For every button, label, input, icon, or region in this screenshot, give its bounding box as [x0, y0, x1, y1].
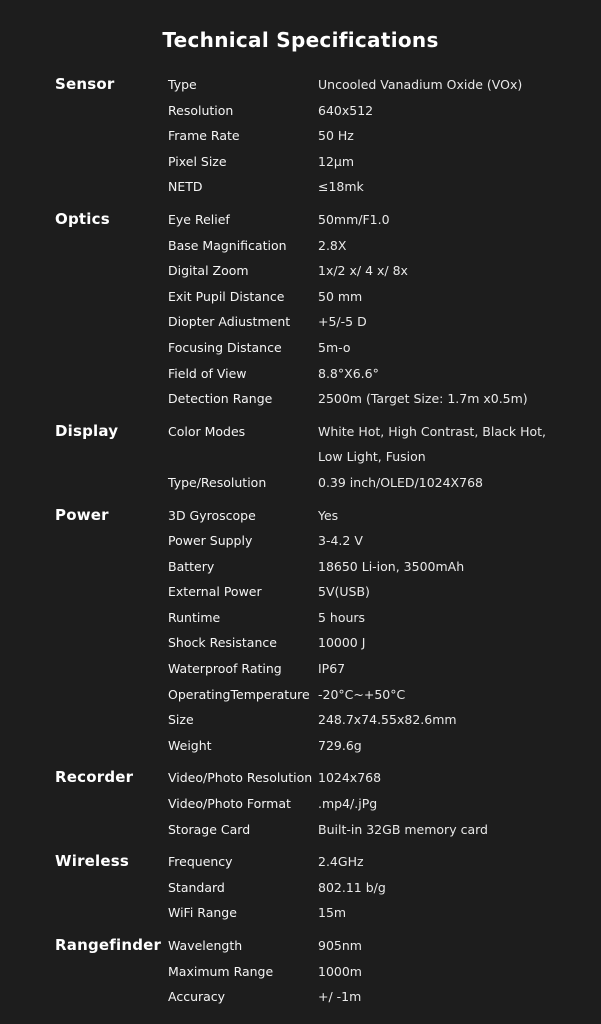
spec-label: Standard [168, 879, 225, 895]
spec-row [168, 386, 581, 412]
spec-value: 248.7x74.55x82.6mm [318, 712, 457, 728]
section-name: Display [55, 421, 119, 440]
section-name: Wireless [55, 852, 130, 871]
spec-label: Focusing Distance [168, 339, 282, 355]
spec-value: 1000m [318, 963, 362, 979]
spec-label: Frame Rate [168, 128, 240, 144]
spec-label: Shock Resistance [168, 635, 277, 651]
spec-row [168, 900, 581, 926]
spec-label: Maximum Range [168, 963, 274, 979]
spec-row [168, 630, 581, 656]
spec-section [55, 849, 581, 926]
spec-label: Diopter Adiustment [168, 314, 291, 330]
spec-label: Size [168, 712, 194, 728]
spec-row [168, 284, 581, 310]
spec-row [168, 98, 581, 124]
spec-label: Digital Zoom [168, 263, 249, 279]
spec-value: +5/-5 D [318, 314, 367, 330]
section-rows [168, 503, 581, 759]
spec-row [168, 984, 581, 1010]
spec-row [168, 554, 581, 580]
spec-label: Weight [168, 737, 212, 753]
spec-row [168, 233, 581, 259]
spec-section [55, 503, 581, 759]
spec-label: Type/Resolution [168, 474, 267, 490]
section-rows [168, 207, 581, 412]
spec-row [168, 933, 581, 959]
spec-row [168, 258, 581, 284]
spec-label: Frequency [168, 854, 233, 870]
section-name: Recorder [55, 768, 134, 787]
spec-value: 12μm [318, 153, 355, 169]
spec-table [0, 72, 601, 1010]
spec-label: Storage Card [168, 821, 251, 837]
section-name: Sensor [55, 75, 115, 93]
spec-value: 15m [318, 905, 347, 921]
spec-row [168, 682, 581, 708]
spec-value: 5 hours [318, 609, 366, 625]
spec-value: 905nm [318, 938, 362, 953]
section-rows [168, 765, 581, 842]
spec-value: Yes [318, 507, 339, 523]
spec-label: Waterproof Rating [168, 661, 282, 677]
spec-row [168, 174, 581, 200]
spec-label: OperatingTemperature [168, 686, 310, 702]
spec-value: 5V(USB) [318, 584, 370, 600]
spec-label: Battery [168, 558, 215, 574]
spec-section [55, 933, 581, 1010]
spec-row [168, 707, 581, 733]
spec-row [168, 419, 581, 470]
spec-value: 1024x768 [318, 770, 382, 786]
spec-section [55, 207, 581, 412]
spec-label: Wavelength [168, 938, 243, 953]
spec-row [168, 309, 581, 335]
section-name: Power [55, 505, 109, 524]
spec-value: 50mm/F1.0 [318, 211, 390, 227]
spec-row [168, 149, 581, 175]
spec-row [168, 123, 581, 149]
spec-value: 8.8°X6.6° [318, 365, 379, 381]
spec-label: Base Magnification [168, 237, 287, 253]
spec-section [55, 765, 581, 842]
spec-value: 10000 J [318, 635, 366, 651]
spec-label: Type [168, 77, 197, 92]
page-title: Technical Specifications [162, 28, 439, 52]
section-rows [168, 849, 581, 926]
spec-value: .mp4/.jPg [318, 796, 378, 812]
spec-label: Video/Photo Resolution [168, 770, 313, 786]
spec-row [168, 361, 581, 387]
spec-value: 18650 Li-ion, 3500mAh [318, 558, 465, 574]
spec-value: 0.39 inch/OLED/1024X768 [318, 474, 483, 490]
spec-label: External Power [168, 584, 262, 600]
spec-label: Resolution [168, 102, 234, 118]
spec-row [168, 470, 581, 496]
spec-row [168, 656, 581, 682]
spec-label: Runtime [168, 609, 221, 625]
spec-value: 2500m (Target Size: 1.7m x0.5m) [318, 391, 528, 407]
spec-value: 729.6g [318, 737, 362, 753]
section-name: Rangefinder [55, 936, 162, 954]
section-name: Optics [55, 209, 110, 228]
section-rows [168, 72, 581, 200]
spec-value: Uncooled Vanadium Oxide (VOx) [318, 77, 523, 92]
spec-label: Field of View [168, 365, 247, 381]
spec-row [168, 791, 581, 817]
spec-label: Eye Relief [168, 211, 230, 227]
section-rows [168, 419, 581, 496]
spec-value: 3-4.2 V [318, 533, 363, 549]
spec-row [168, 528, 581, 554]
spec-value: -20°C~+50°C [318, 686, 406, 702]
spec-label: NETD [168, 179, 203, 195]
spec-label: Video/Photo Format [168, 796, 291, 812]
spec-row [168, 579, 581, 605]
spec-row [168, 849, 581, 875]
spec-section [55, 72, 581, 200]
spec-value: 50 mm [318, 288, 363, 304]
spec-label: Pixel Size [168, 153, 227, 169]
spec-row [168, 959, 581, 985]
spec-value: 802.11 b/g [318, 879, 386, 895]
spec-label: Exit Pupil Distance [168, 288, 285, 304]
spec-label: Detection Range [168, 391, 273, 407]
section-rows [168, 933, 581, 1010]
spec-value: 640x512 [318, 102, 374, 118]
spec-row [168, 605, 581, 631]
spec-row [168, 503, 581, 529]
spec-value: White Hot, High Contrast, Black Hot, Low Light, Fusion [318, 423, 546, 465]
spec-row [168, 207, 581, 233]
spec-row [168, 72, 581, 98]
spec-value: IP67 [318, 661, 346, 677]
spec-value: 50 Hz [318, 128, 354, 144]
spec-label: Accuracy [168, 989, 226, 1005]
spec-value: 5m-o [318, 339, 351, 355]
spec-value: 1x/2 x/ 4 x/ 8x [318, 263, 408, 279]
spec-section [55, 419, 581, 496]
spec-row [168, 335, 581, 361]
spec-label: Power Supply [168, 533, 253, 549]
spec-value: Built-in 32GB memory card [318, 821, 488, 837]
spec-label: WiFi Range [168, 905, 237, 921]
spec-value: 2.8X [318, 237, 347, 253]
spec-row [168, 765, 581, 791]
spec-row [168, 875, 581, 901]
spec-row [168, 733, 581, 759]
spec-label: 3D Gyroscope [168, 507, 256, 523]
spec-value: +/ -1m [318, 989, 362, 1005]
spec-value: 2.4GHz [318, 854, 364, 870]
spec-row [168, 817, 581, 843]
spec-label: Color Modes [168, 423, 246, 439]
spec-value: ≤18mk [318, 179, 364, 195]
